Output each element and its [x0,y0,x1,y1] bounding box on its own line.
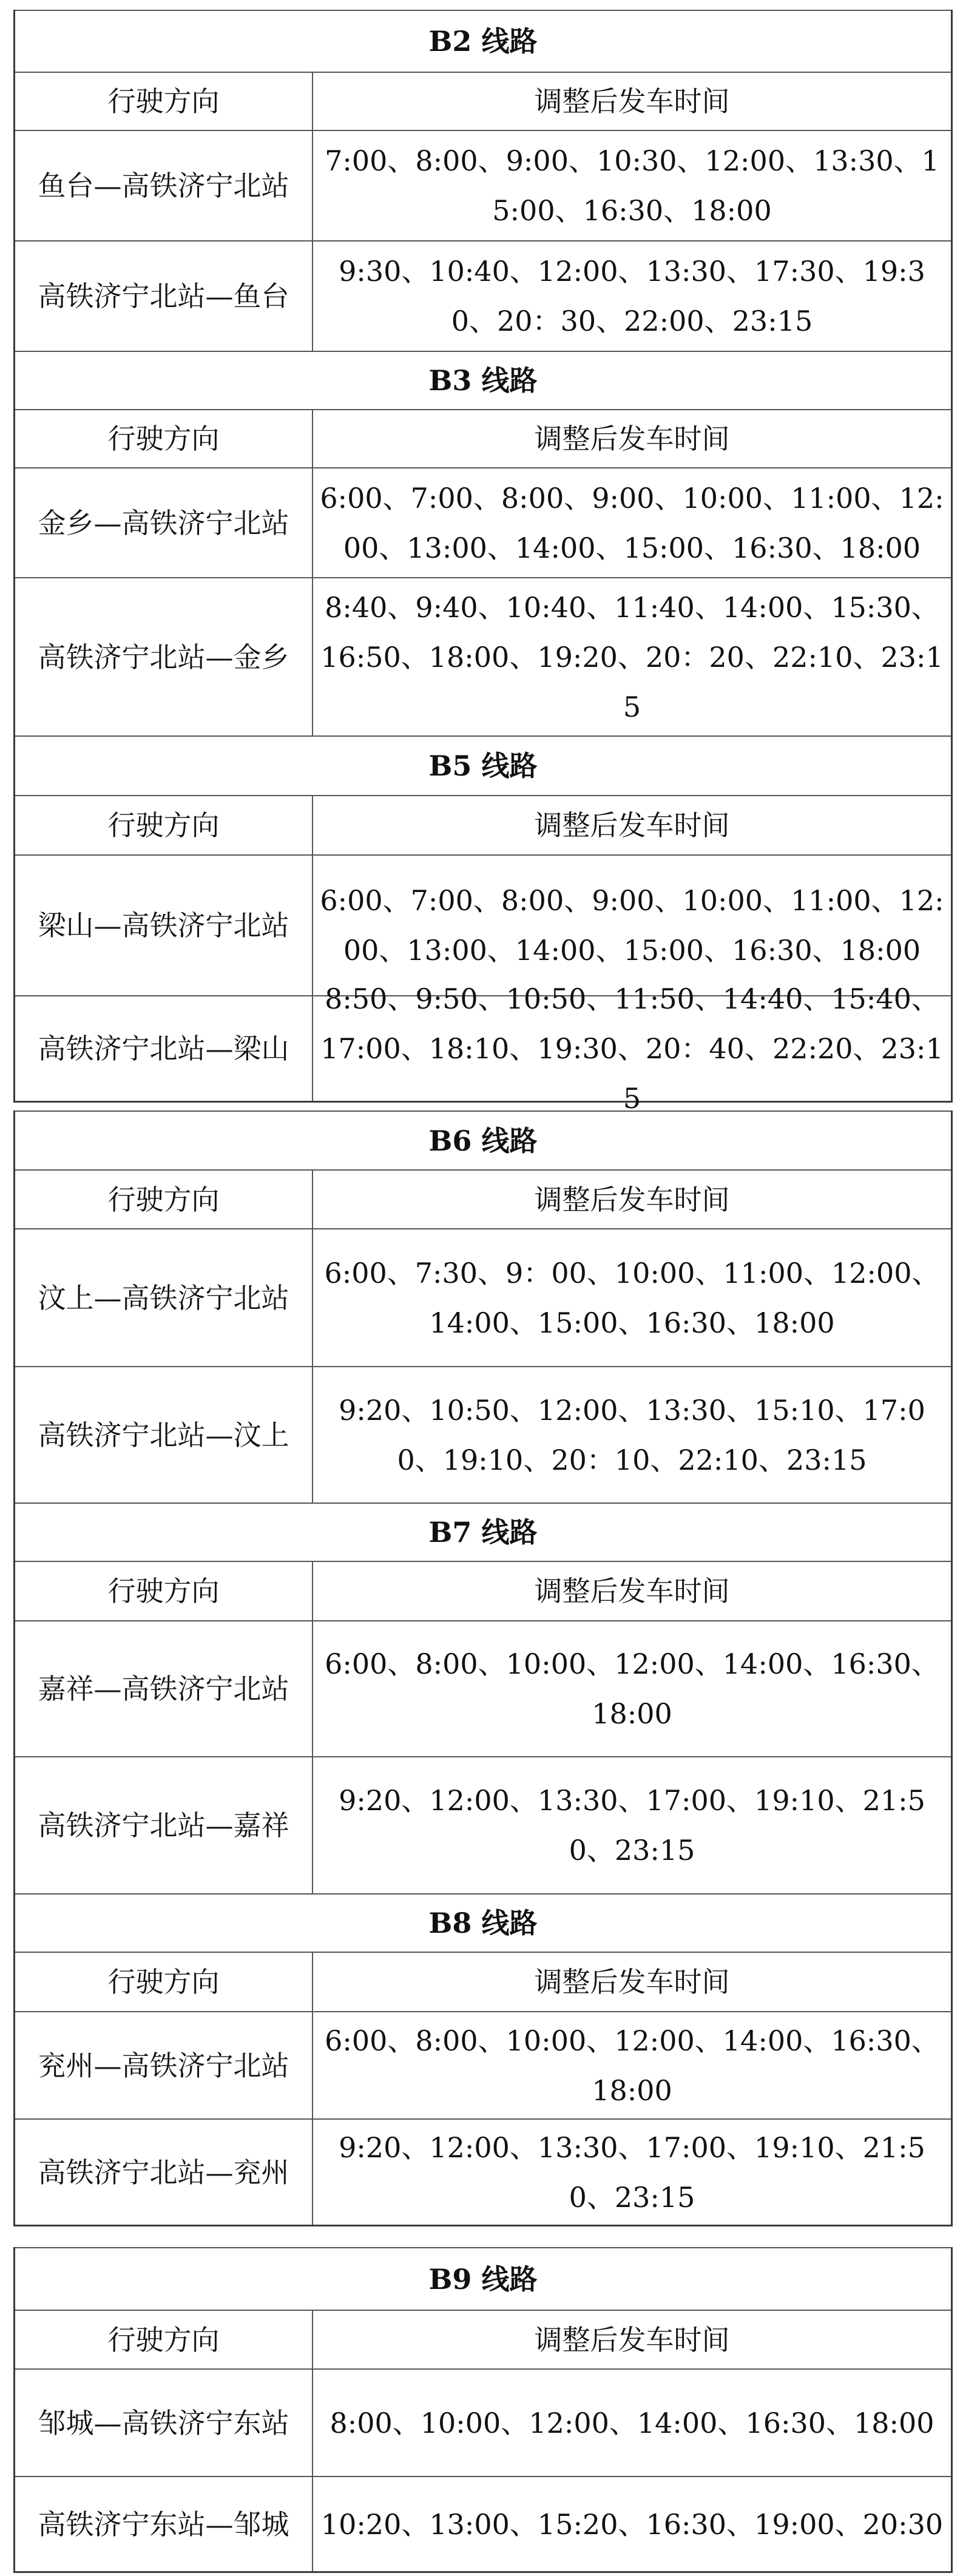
route-title: B8 线路 [428,1907,538,1939]
table-row [15,1228,951,1366]
table-row [15,1756,951,1893]
times-cell: 6:00、8:00、10:00、12:00、14:00、16:30、18:00 [325,2024,939,2107]
table-row [15,982,951,1115]
route-title: B6 线路 [428,1124,538,1157]
table-row [15,2011,951,2118]
table-header-row [15,795,951,854]
direction-cell: 汶上—高铁济宁北站 [15,1229,313,1366]
times-cell: 9:20、12:00、13:30、17:00、19:10、21:50、23:15 [339,2131,925,2214]
direction-header: 行驶方向 [15,1562,313,1620]
direction-cell: 高铁济宁北站—梁山 [15,996,313,1101]
route-title: B9 线路 [428,2262,538,2296]
direction-header: 行驶方向 [15,73,313,130]
table-header-row [15,1952,951,2011]
times-cell: 6:00、8:00、10:00、12:00、14:00、16:30、18:00 [325,1648,939,1730]
times-cell: 8:00、10:00、12:00、14:00、16:30、18:00 [329,2406,934,2439]
time-header: 调整后发车时间 [534,1575,730,1607]
route-title-row [15,735,951,795]
times-cell: 8:50、9:50、10:50、11:50、14:40、15:40、17:00、18:10、19:30、20：40、22:20、23:15 [320,982,944,1115]
table-row [15,240,951,351]
route-title: B7 线路 [428,1516,538,1549]
table-row [15,577,951,735]
route-title-row [15,2247,951,2310]
times-cell: 8:40、9:40、10:40、11:40、14:00、15:30、16:50、18:00、19:20、20：20、22:10、23:15 [320,590,944,723]
route-title: B5 线路 [428,749,538,782]
times-cell: 6:00、7:00、8:00、9:00、10:00、11:00、12:00、13:00、14:00、15:00、16:30、18:00 [320,481,944,564]
time-header: 调整后发车时间 [534,85,730,118]
table-row [15,2118,951,2226]
timetable-group-3 [13,2247,953,2573]
direction-header: 行驶方向 [15,1953,313,2011]
time-header: 调整后发车时间 [534,809,730,842]
direction-cell: 高铁济宁北站—嘉祥 [15,1757,313,1893]
times-cell: 10:20、13:00、15:20、16:30、19:00、20:30 [320,2507,944,2541]
route-title-row [15,1503,951,1561]
times-cell: 6:00、7:30、9：00、10:00、11:00、12:00、14:00、15:00、16:30、18:00 [324,1256,940,1339]
time-header: 调整后发车时间 [534,2323,730,2356]
direction-cell: 鱼台—高铁济宁北站 [15,131,313,240]
table-row [15,130,951,240]
direction-cell: 高铁济宁北站—鱼台 [15,242,313,351]
direction-cell: 金乡—高铁济宁北站 [15,468,313,577]
times-cell: 9:20、12:00、13:30、17:00、19:10、21:50、23:15 [339,1784,925,1867]
direction-cell: 高铁济宁东站—邹城 [15,2477,313,2571]
direction-header: 行驶方向 [15,796,313,854]
direction-header: 行驶方向 [15,1171,313,1228]
direction-cell: 高铁济宁北站—兖州 [15,2120,313,2225]
route-title-row [15,10,951,72]
timetable-group-1 [13,10,953,1115]
time-header: 调整后发车时间 [534,422,730,455]
direction-header: 行驶方向 [15,2311,313,2368]
direction-cell: 梁山—高铁济宁北站 [15,856,313,995]
direction-cell: 邹城—高铁济宁东站 [15,2370,313,2476]
table-row [15,2368,951,2476]
direction-cell: 兖州—高铁济宁北站 [15,2012,313,2118]
route-title-row [15,1111,951,1169]
table-row [15,1620,951,1756]
direction-cell: 高铁济宁北站—金乡 [15,578,313,735]
direction-cell: 嘉祥—高铁济宁北站 [15,1621,313,1756]
route-title-row [15,351,951,409]
timetable-group-2 [13,1111,953,2226]
times-cell: 7:00、8:00、9:00、10:30、12:00、13:30、15:00、16:30、18:00 [325,144,939,227]
direction-cell: 高铁济宁北站—汶上 [15,1367,313,1503]
time-header: 调整后发车时间 [534,1966,730,1998]
table-row [15,1366,951,1503]
route-title: B2 线路 [428,25,538,58]
route-title: B3 线路 [428,364,538,397]
table-header-row [15,1169,951,1228]
table-row [15,467,951,577]
times-cell: 9:20、10:50、12:00、13:30、15:10、17:00、19:10、20：10、22:10、23:15 [339,1393,925,1476]
table-row [15,2476,951,2573]
table-header-row [15,72,951,130]
route-title-row [15,1893,951,1952]
times-cell: 9:30、10:40、12:00、13:30、17:30、19:30、20：30、22:00、23:15 [339,255,925,337]
table-header-row [15,2310,951,2368]
table-header-row [15,1561,951,1620]
times-cell: 6:00、7:00、8:00、9:00、10:00、11:00、12:00、13:00、14:00、15:00、16:30、18:00 [320,884,944,967]
time-header: 调整后发车时间 [534,1183,730,1216]
table-header-row [15,409,951,467]
direction-header: 行驶方向 [15,410,313,467]
